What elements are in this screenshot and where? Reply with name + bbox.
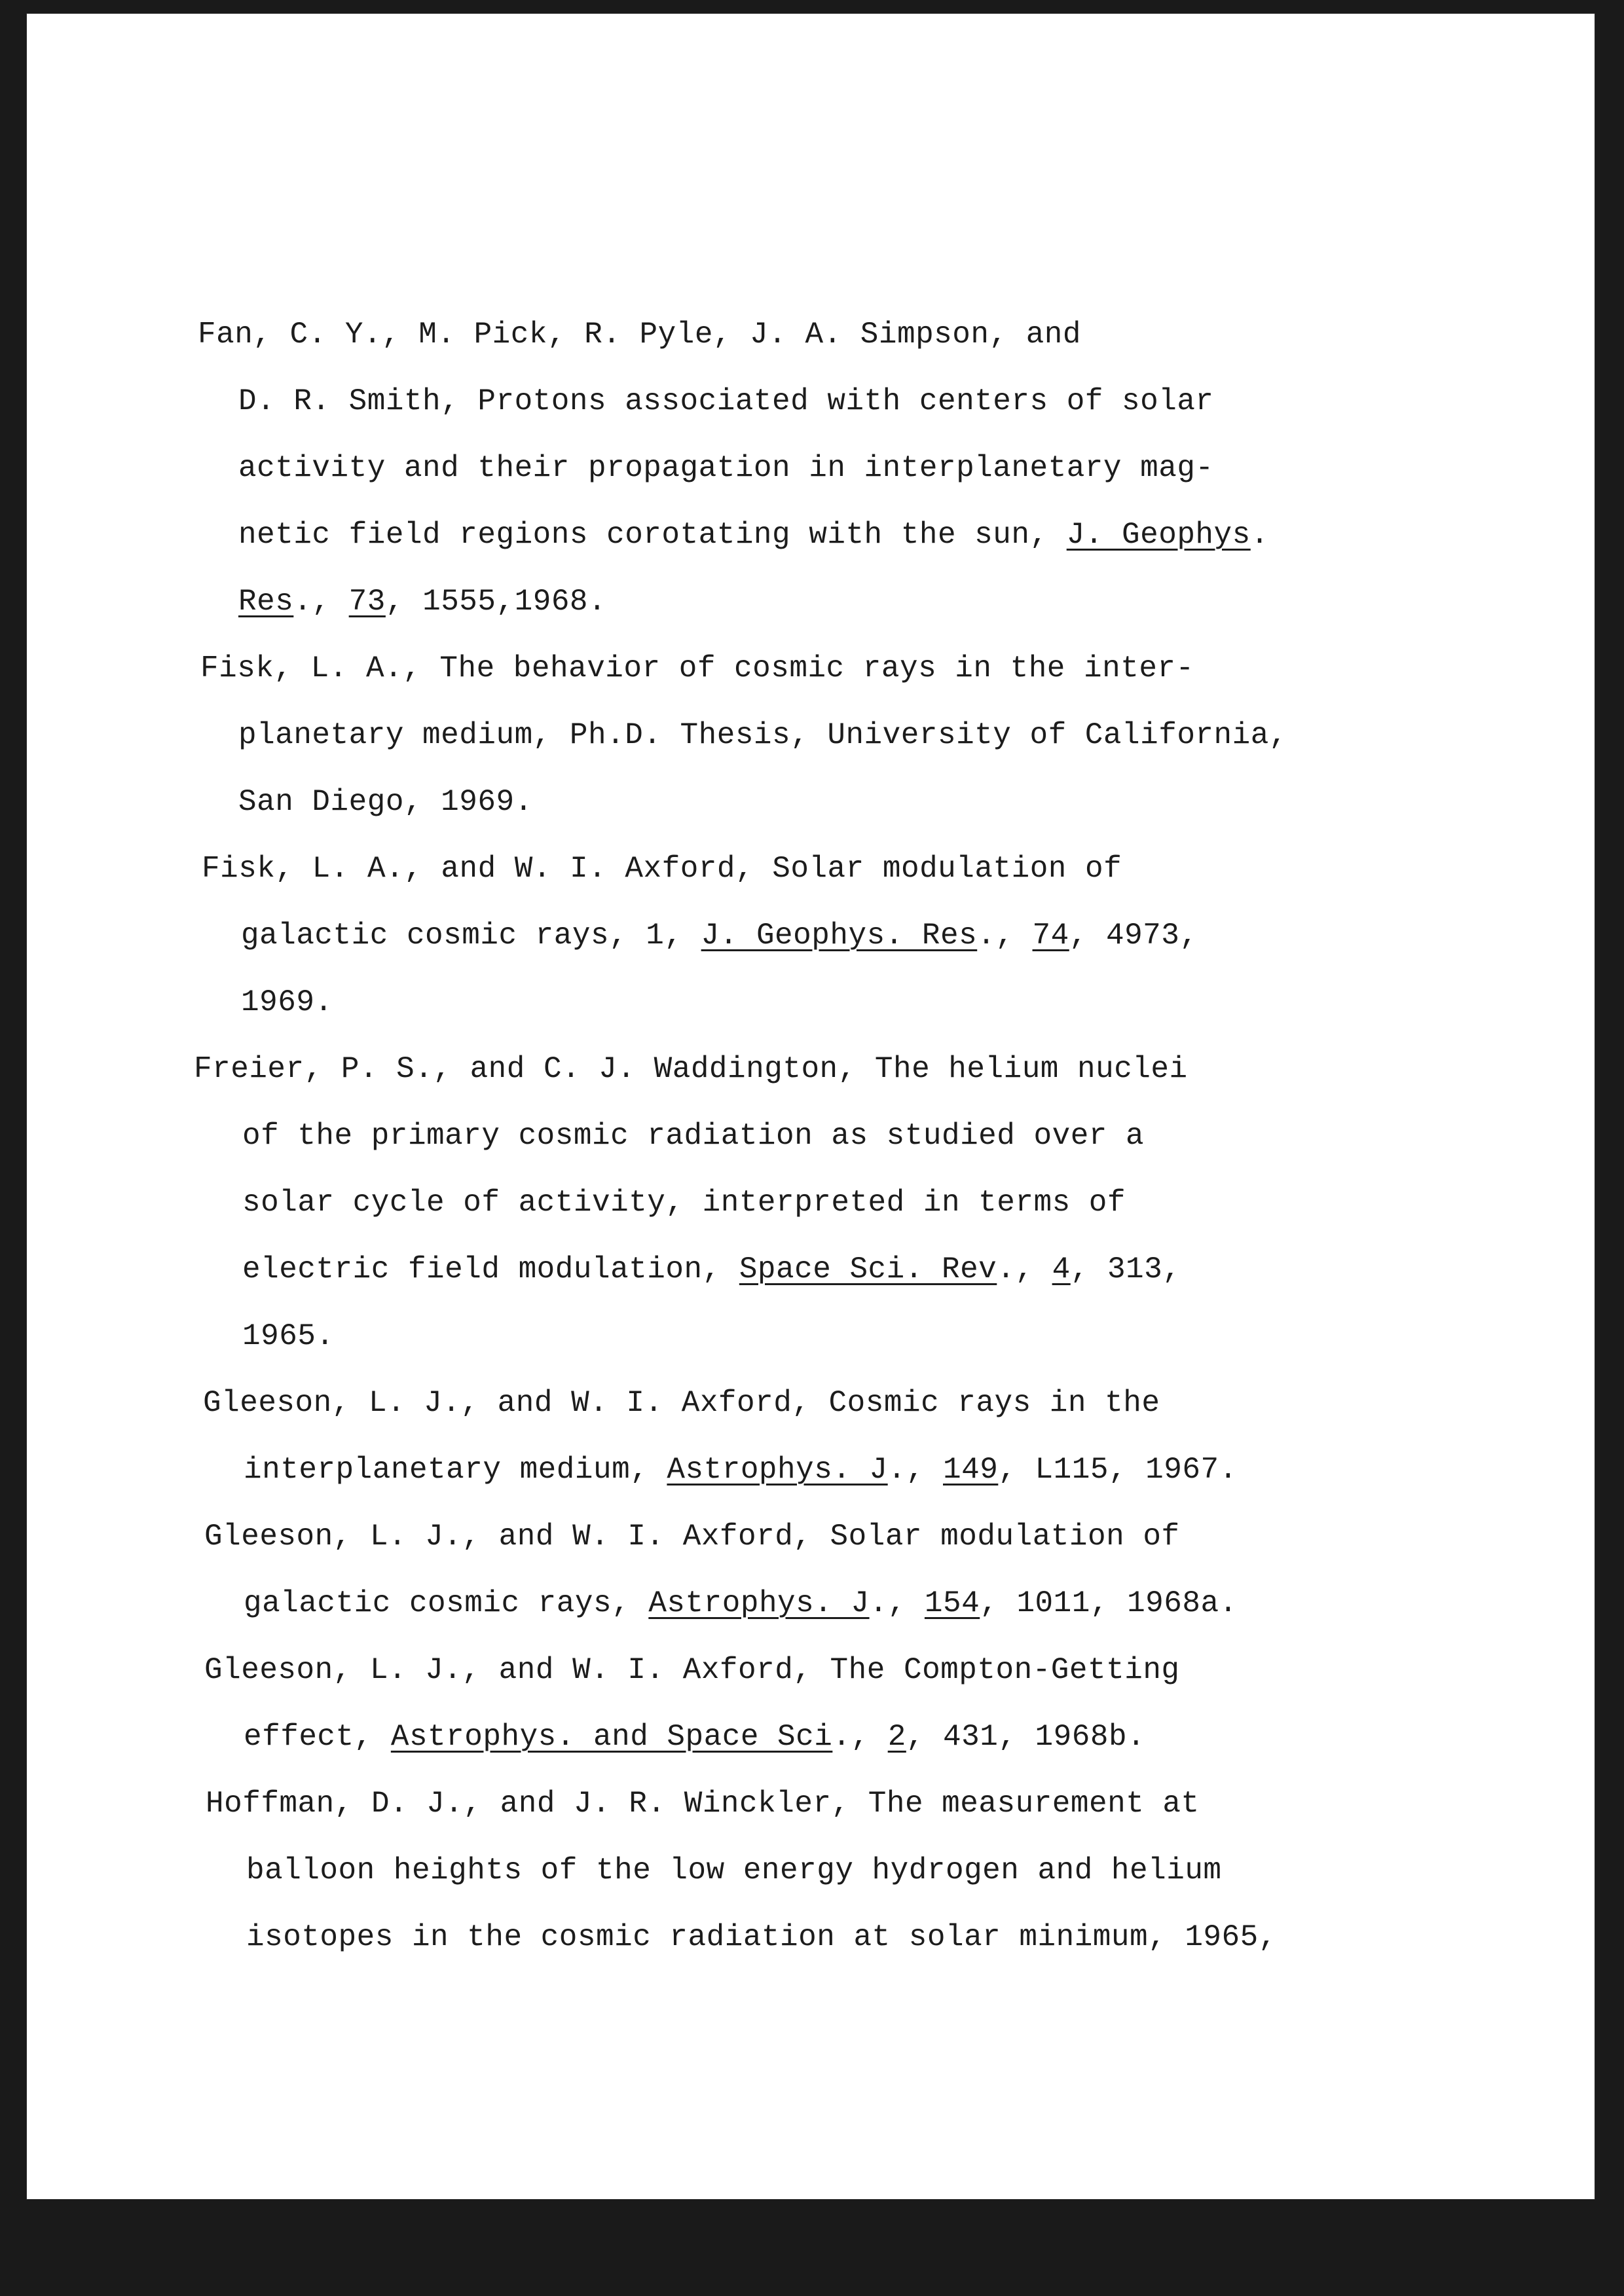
reference-continuation-line	[242, 1321, 335, 1351]
text-segment: effect,	[244, 1720, 391, 1754]
reference-continuation-line	[242, 1121, 1144, 1151]
text-segment: .,	[997, 1252, 1052, 1286]
text-segment: , L115, 1967.	[998, 1453, 1238, 1487]
text-segment: .,	[869, 1586, 925, 1620]
text-segment: Fisk, L. A., and W. I. Axford, Solar modulation of	[202, 852, 1122, 886]
reference-continuation-line	[246, 1922, 1277, 1952]
reference-first-line	[204, 1655, 1180, 1685]
reference-continuation-line	[244, 1722, 1145, 1752]
underlined-segment: Astrophys. J	[648, 1586, 870, 1620]
text-segment: isotopes in the cosmic radiation at solar minimum, 1965,	[246, 1920, 1277, 1954]
reference-continuation-line	[244, 1588, 1238, 1618]
underlined-segment: Res	[238, 585, 294, 619]
text-segment: galactic cosmic rays, 1,	[241, 919, 701, 953]
reference-first-line	[194, 1054, 1188, 1084]
text-segment: , 4973,	[1069, 919, 1198, 953]
underlined-segment: 2	[887, 1720, 906, 1754]
text-segment: interplanetary medium,	[244, 1453, 667, 1487]
reference-continuation-line	[242, 1254, 1181, 1285]
underlined-segment: 73	[348, 585, 386, 619]
text-segment: Fisk, L. A., The behavior of cosmic rays in the inter-	[200, 651, 1194, 685]
text-segment: Gleeson, L. J., and W. I. Axford, Solar modulation of	[204, 1520, 1180, 1554]
underlined-segment: 74	[1032, 919, 1069, 953]
text-segment: 1969.	[241, 985, 333, 1019]
text-segment: .,	[293, 585, 349, 619]
reference-continuation-line	[238, 720, 1287, 750]
reference-first-line	[202, 854, 1122, 884]
text-segment: San Diego, 1969.	[238, 785, 533, 819]
underlined-segment: 154	[924, 1586, 980, 1620]
reference-continuation-line	[242, 1188, 1126, 1218]
text-segment: , 313,	[1070, 1252, 1181, 1286]
text-segment: Hoffman, D. J., and J. R. Winckler, The measurement at	[206, 1787, 1200, 1821]
text-segment: .,	[977, 919, 1033, 953]
text-segment: balloon heights of the low energy hydrogen and helium	[246, 1853, 1222, 1887]
text-segment: Fan, C. Y., M. Pick, R. Pyle, J. A. Simpson, and	[198, 318, 1082, 352]
text-segment: of the primary cosmic radiation as studied over a	[242, 1119, 1145, 1153]
underlined-segment: 149	[943, 1453, 999, 1487]
reference-first-line	[206, 1789, 1200, 1819]
reference-continuation-line	[241, 987, 333, 1017]
reference-continuation-line	[238, 787, 533, 817]
reference-first-line	[203, 1388, 1160, 1418]
underlined-segment: Astrophys. and Space Sci	[390, 1720, 833, 1754]
text-segment: , 1011, 1968a.	[980, 1586, 1238, 1620]
text-segment: Gleeson, L. J., and W. I. Axford, Cosmic rays in the	[203, 1386, 1160, 1420]
text-segment: planetary medium, Ph.D. Thesis, University of California,	[238, 718, 1287, 752]
text-segment: Gleeson, L. J., and W. I. Axford, The Compton-Getting	[204, 1653, 1180, 1687]
text-segment: .,	[887, 1453, 943, 1487]
reference-continuation-line	[238, 587, 606, 617]
text-segment: , 431, 1968b.	[906, 1720, 1146, 1754]
reference-continuation-line	[238, 386, 1214, 416]
text-segment: solar cycle of activity, interpreted in terms of	[242, 1186, 1126, 1220]
reference-continuation-line	[238, 520, 1269, 550]
underlined-segment: 4	[1052, 1252, 1071, 1286]
text-segment: activity and their propagation in interplanetary mag-	[238, 451, 1214, 485]
underlined-segment: J. Geophys. Res	[701, 919, 978, 953]
reference-first-line	[200, 653, 1194, 683]
text-segment: Freier, P. S., and C. J. Waddington, The helium nuclei	[194, 1052, 1188, 1086]
text-segment: D. R. Smith, Protons associated with centers of solar	[238, 384, 1214, 418]
reference-continuation-line	[246, 1855, 1222, 1886]
text-segment: .	[1250, 518, 1269, 552]
text-segment: 1965.	[242, 1319, 335, 1353]
text-segment: .,	[832, 1720, 888, 1754]
text-segment: , 1555,1968.	[385, 585, 607, 619]
reference-first-line	[204, 1522, 1180, 1552]
text-segment: electric field modulation,	[242, 1252, 739, 1286]
underlined-segment: Astrophys. J	[667, 1453, 888, 1487]
reference-first-line	[198, 319, 1081, 350]
reference-continuation-line	[244, 1455, 1238, 1485]
reference-continuation-line	[238, 453, 1214, 483]
reference-continuation-line	[241, 920, 1198, 951]
underlined-segment: J. Geophys	[1066, 518, 1251, 552]
text-segment: galactic cosmic rays,	[244, 1586, 649, 1620]
text-segment: netic field regions corotating with the sun,	[238, 518, 1067, 552]
underlined-segment: Space Sci. Rev	[739, 1252, 997, 1286]
